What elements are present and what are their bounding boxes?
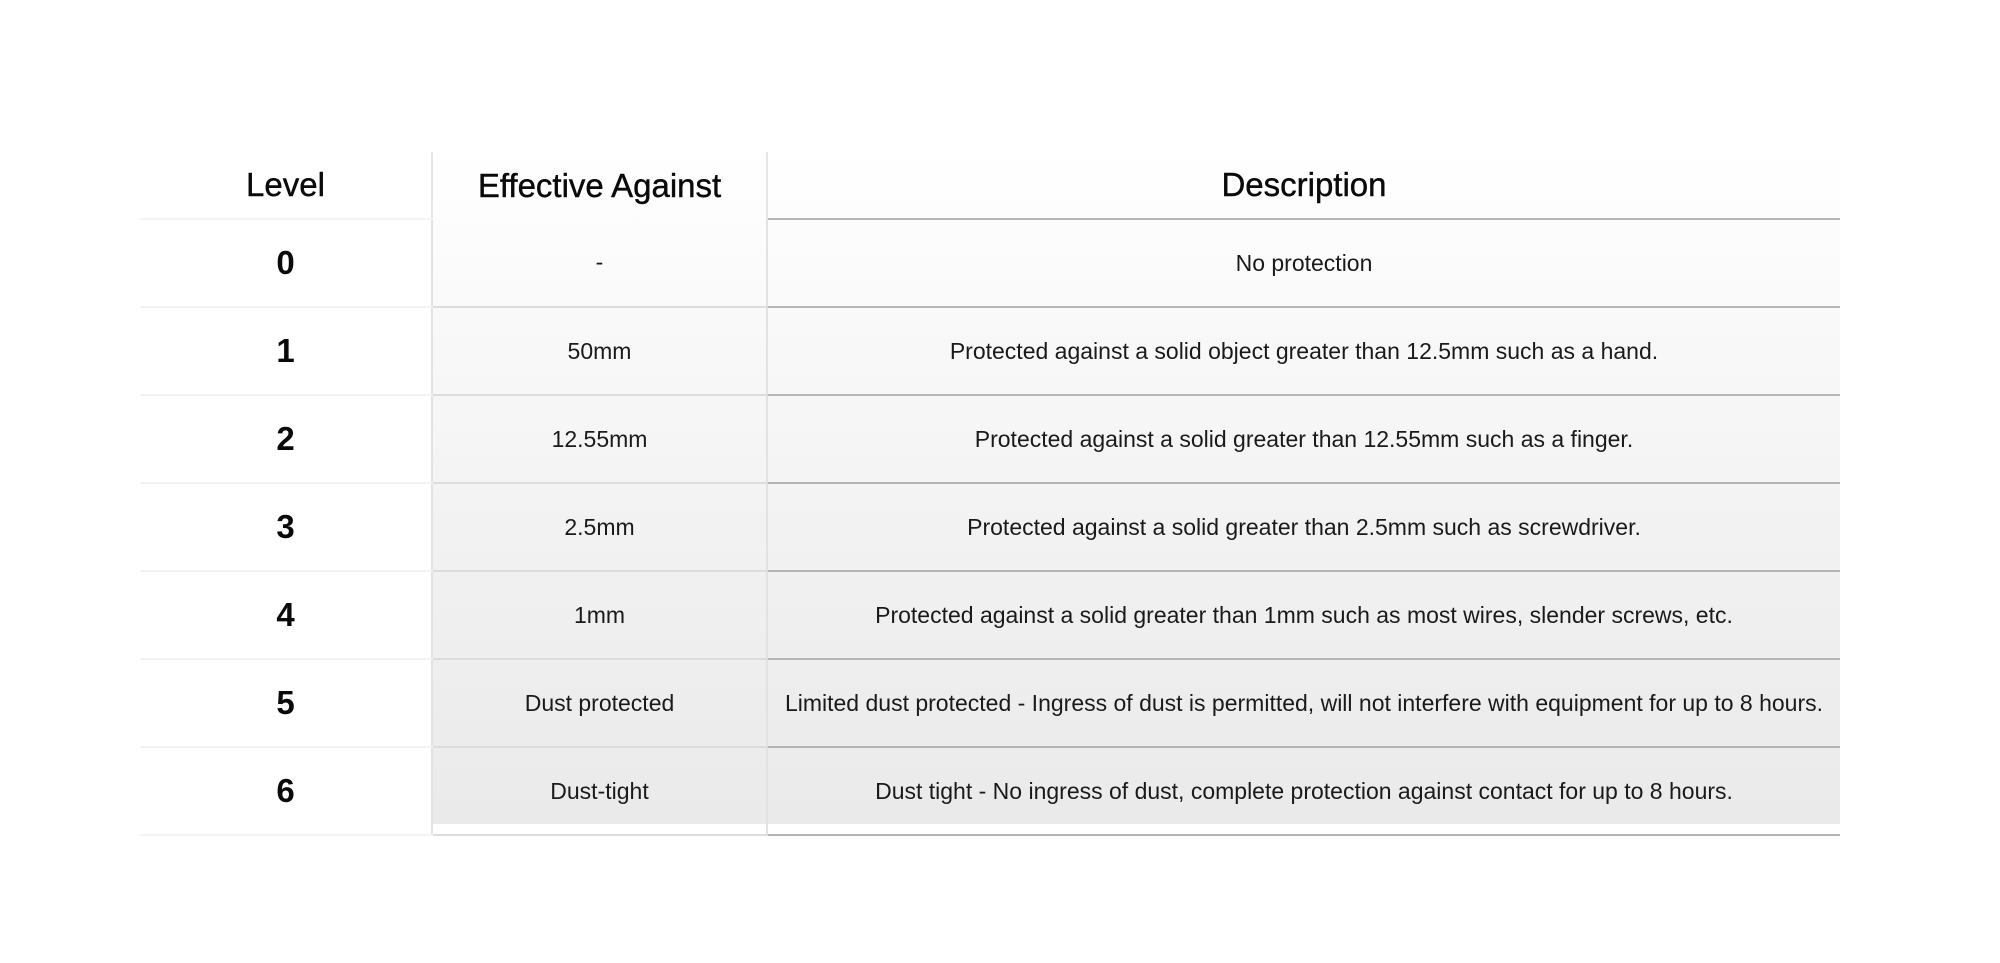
table-row: [140, 571, 1840, 659]
header-effective-against: Effective Against: [432, 152, 767, 219]
description-cell: Protected against a solid greater than 1mm such as most wires, slender screws, etc.: [767, 571, 1840, 659]
level-cell: 2: [140, 395, 432, 483]
table-header-row: [140, 152, 1840, 219]
description-cell: Protected against a solid greater than 2.5mm such as screwdriver.: [767, 483, 1840, 571]
effective-against-cell: 2.5mm: [432, 483, 767, 571]
level-cell: 1: [140, 307, 432, 395]
level-cell: 0: [140, 219, 432, 307]
table-row: [140, 659, 1840, 747]
table-row: [140, 219, 1840, 307]
table-row: [140, 307, 1840, 395]
description-cell: Dust tight - No ingress of dust, complete protection against contact for up to 8 hours.: [767, 747, 1840, 835]
effective-against-cell: 50mm: [432, 307, 767, 395]
ip-rating-table-container: [140, 152, 1840, 824]
table-row: [140, 483, 1840, 571]
level-cell: 5: [140, 659, 432, 747]
description-cell: Limited dust protected - Ingress of dust is permitted, will not interfere with equipment for up to 8 hours.: [767, 659, 1840, 747]
header-level: Level: [140, 152, 432, 219]
level-cell: 4: [140, 571, 432, 659]
description-cell: Protected against a solid greater than 12.55mm such as a finger.: [767, 395, 1840, 483]
effective-against-cell: Dust-tight: [432, 747, 767, 835]
level-cell: 3: [140, 483, 432, 571]
effective-against-cell: Dust protected: [432, 659, 767, 747]
description-cell: No protection: [767, 219, 1840, 307]
ip-rating-table: [140, 152, 1840, 836]
table-row: [140, 395, 1840, 483]
effective-against-cell: 1mm: [432, 571, 767, 659]
effective-against-cell: -: [432, 219, 767, 307]
table-row: [140, 747, 1840, 835]
level-cell: 6: [140, 747, 432, 835]
description-cell: Protected against a solid object greater than 12.5mm such as a hand.: [767, 307, 1840, 395]
effective-against-cell: 12.55mm: [432, 395, 767, 483]
header-description: Description: [767, 152, 1840, 219]
